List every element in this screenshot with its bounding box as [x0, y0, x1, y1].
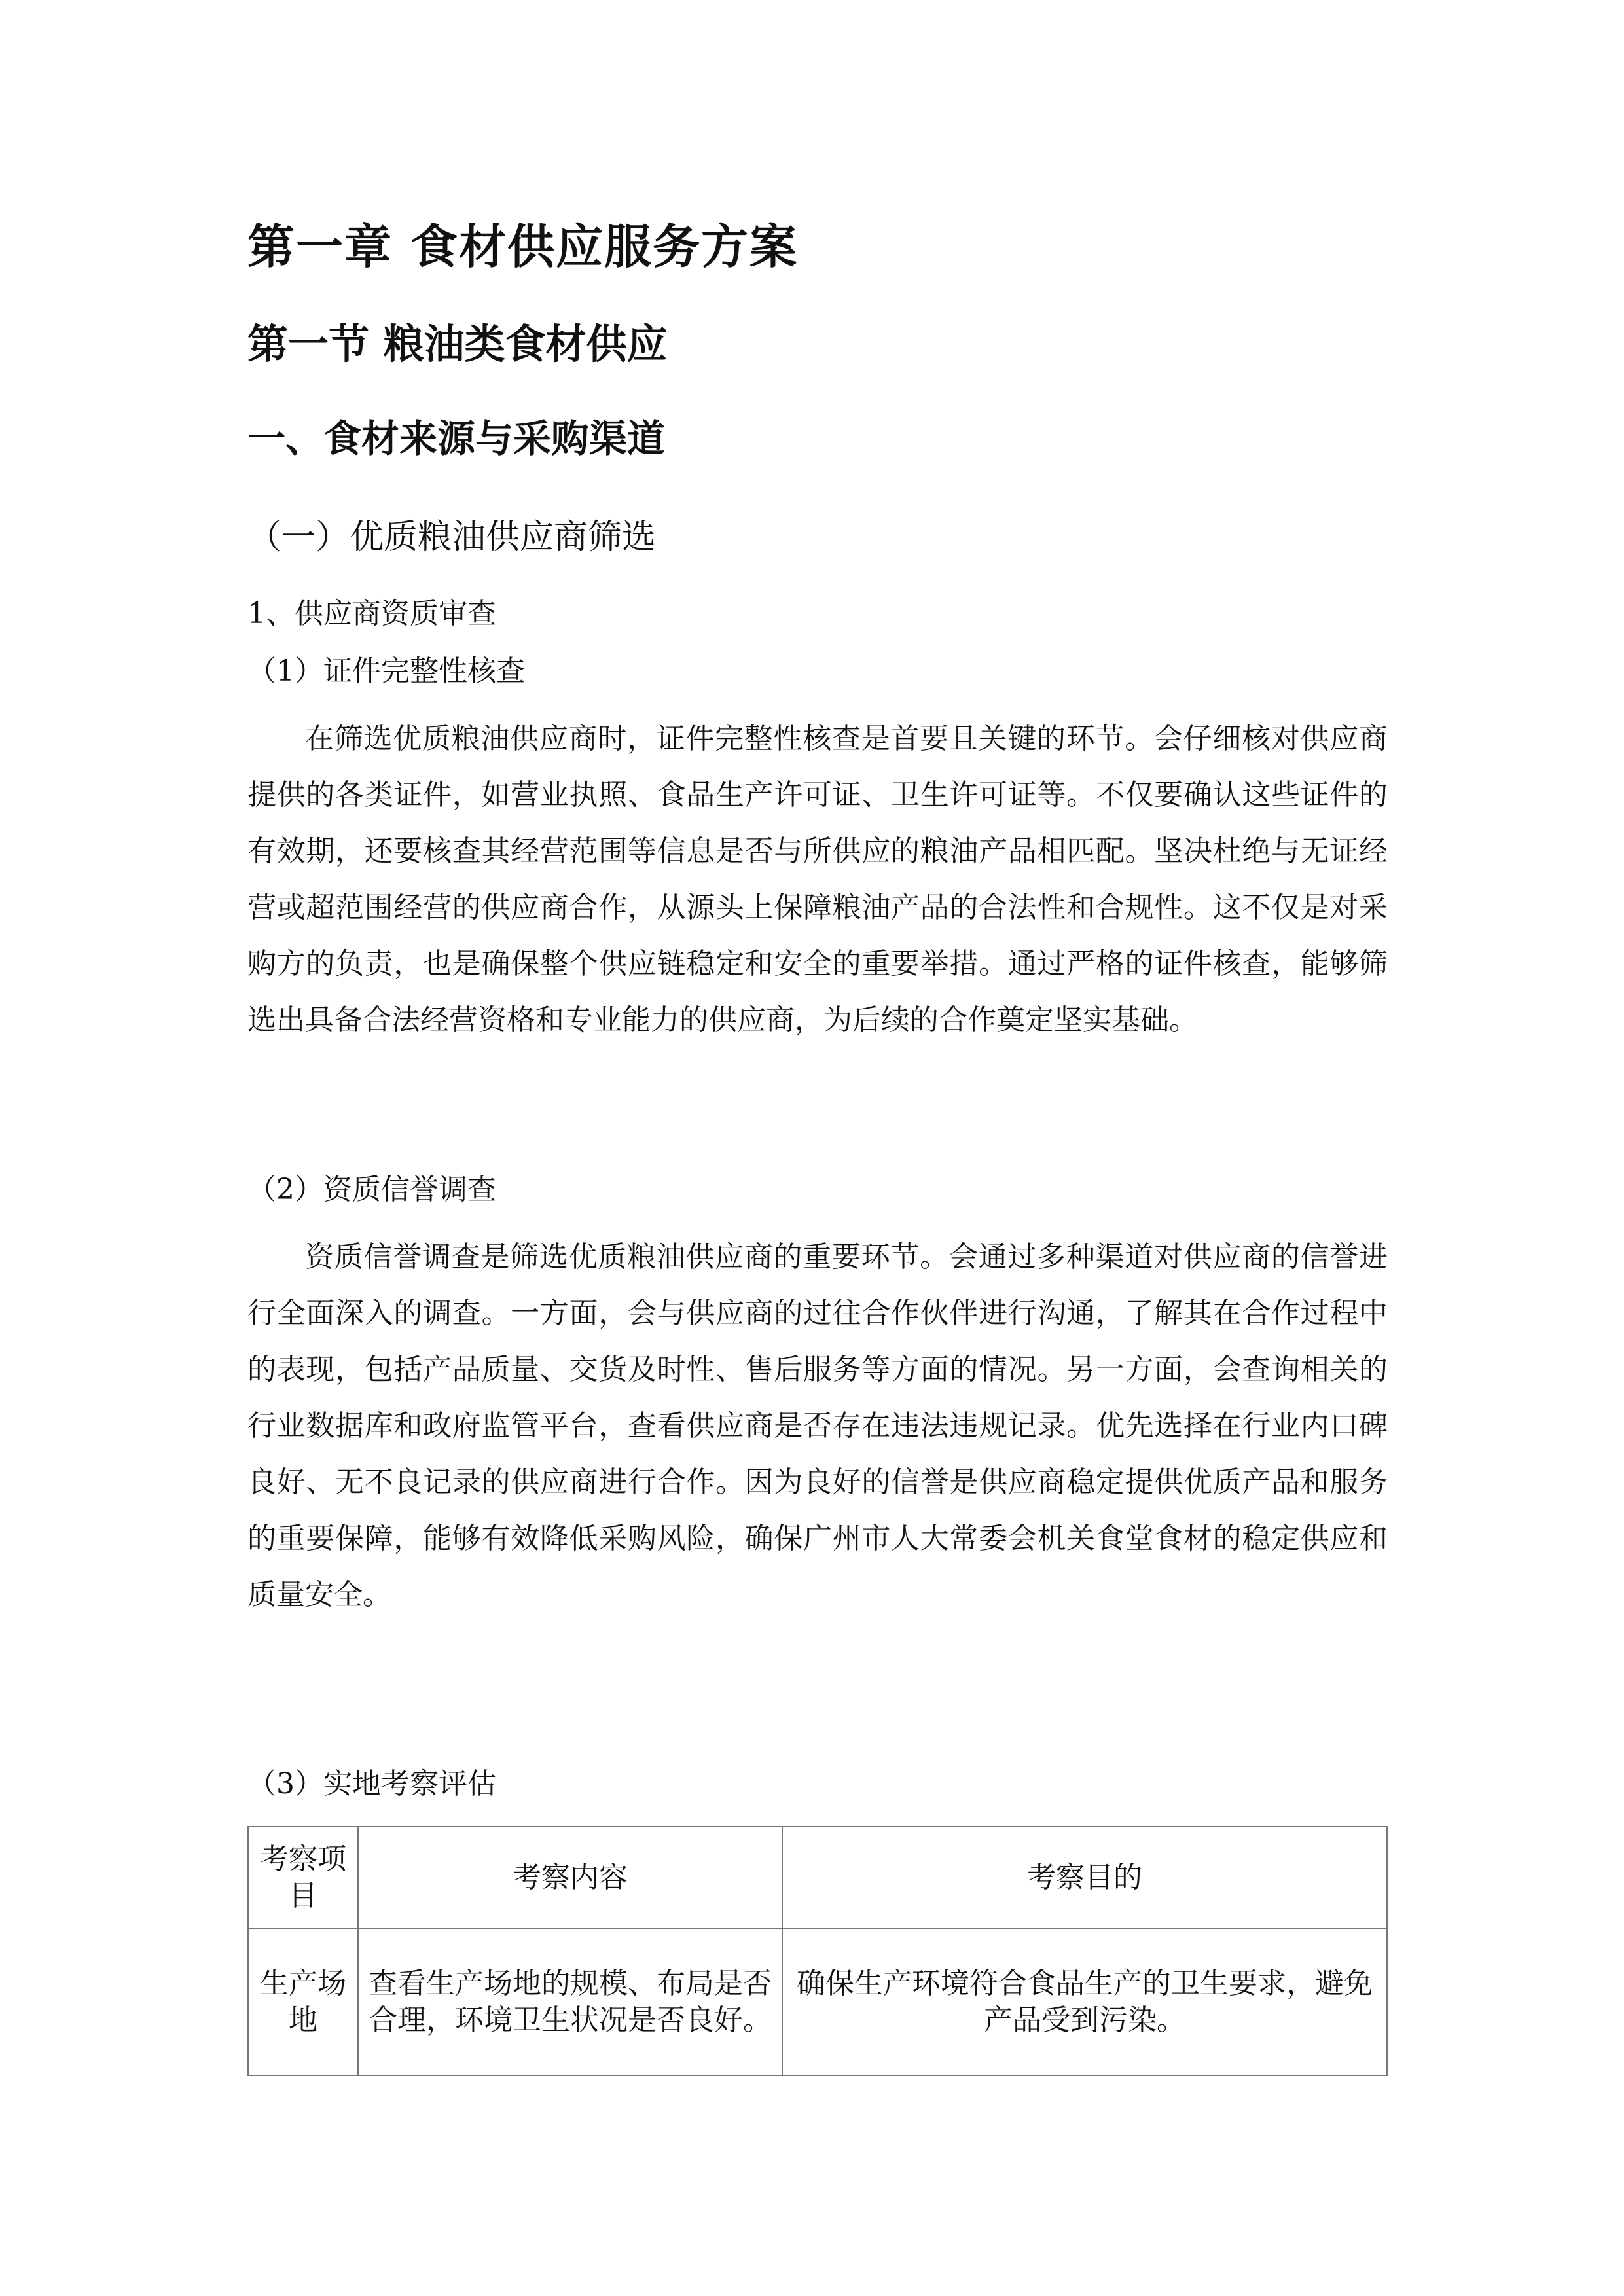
subitem-heading-3: （3）实地考察评估: [247, 1767, 496, 1801]
section-title: 第一节 粮油类食材供应: [247, 320, 668, 368]
subsection-title: （一）优质粮油供应商筛选: [247, 518, 657, 557]
table-header-row: [248, 1827, 1387, 1929]
table-row: [248, 1929, 1387, 2075]
table-header-cell: 考察内容: [358, 1827, 782, 1929]
chapter-title: 第一章 食材供应服务方案: [247, 219, 799, 274]
table-cell: 确保生产环境符合食品生产的卫生要求，避免产品受到污染。: [782, 1929, 1387, 2075]
survey-table: [247, 1826, 1388, 2076]
table-header-cell: 考察目的: [782, 1827, 1387, 1929]
table-cell: 生产场地: [248, 1929, 358, 2075]
subitem-heading-2: （2）资质信誉调查: [247, 1173, 496, 1206]
item-title: 1、供应商资质审查: [247, 597, 496, 630]
paragraph-2: 资质信誉调查是筛选优质粮油供应商的重要环节。会通过多种渠道对供应商的信誉进行全面深入的调查。一方面，会与供应商的过往合作伙伴进行沟通，了解其在合作过程中的表现，包括产品质量、交货及时性、售后服务等方面的情况。另一方面，会查询相关的行业数据库和政府监管平台，查看供应商是否存在违法违规记录。优先选择在行业内口碑良好、无不良记录的供应商进行合作。因为良好的信誉是供应商稳定提供优质产品和服务的重要保障，能够有效降低采购风险，确保广州市人大常委会机关食堂食材的稳定供应和质量安全。: [247, 1240, 1388, 1611]
table-header-cell: 考察项目: [248, 1827, 358, 1929]
part-title: 一、食材来源与采购渠道: [247, 416, 666, 461]
subitem-heading-1: （1）证件完整性核查: [247, 655, 525, 688]
paragraph-1: 在筛选优质粮油供应商时，证件完整性核查是首要且关键的环节。会仔细核对供应商提供的各类证件，如营业执照、食品生产许可证、卫生许可证等。不仅要确认这些证件的有效期，还要核查其经营范围等信息是否与所供应的粮油产品相匹配。坚决杜绝与无证经营或超范围经营的供应商合作，从源头上保障粮油产品的合法性和合规性。这不仅是对采购方的负责，也是确保整个供应链稳定和安全的重要举措。通过严格的证件核查，能够筛选出具备合法经营资格和专业能力的供应商，为后续的合作奠定坚实基础。: [247, 722, 1388, 1037]
table-cell: 查看生产场地的规模、布局是否合理，环境卫生状况是否良好。: [358, 1929, 782, 2075]
